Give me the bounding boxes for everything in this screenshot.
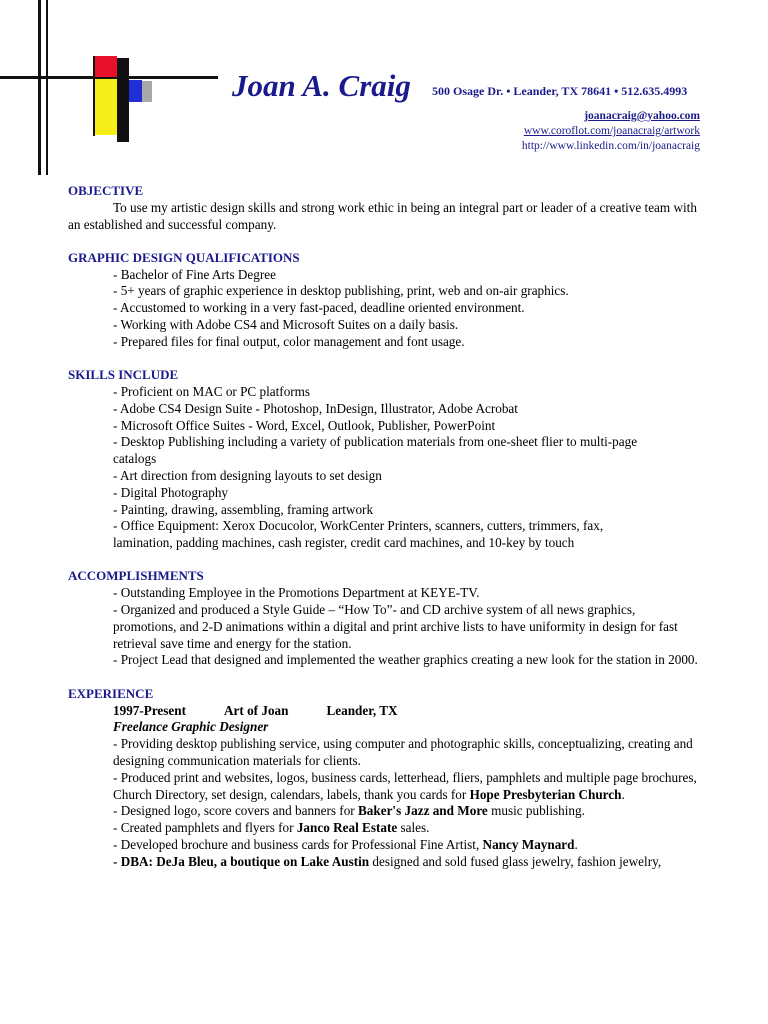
list-item: - Proficient on MAC or PC platforms — [113, 383, 311, 399]
list-item: - Desktop Publishing including a variety of publication materials from one-sheet flier to multi-page — [113, 434, 638, 450]
list-item: - Outstanding Employee in the Promotions Department at KEYE-TV. — [113, 585, 480, 601]
list-item: - Prepared files for final output, color management and font usage. — [113, 333, 465, 349]
linkedin-link[interactable]: http://www.linkedin.com/in/joanacraig — [521, 140, 700, 152]
section-heading: SKILLS INCLUDE — [68, 367, 179, 383]
section-heading: EXPERIENCE — [68, 685, 154, 701]
logo-line — [93, 56, 95, 136]
portfolio-link[interactable]: www.coroflot.com/joanacraig/artwork — [523, 125, 700, 137]
list-item-continued: catalogs — [113, 451, 157, 467]
qualifications-section — [68, 250, 700, 351]
objective-text: To use my artistic design skills and strong work ethic in being an integral part or leader of a creative team with an established and successful company. — [68, 199, 697, 232]
list-item: - Produced print and websites, logos, business cards, letterhead, fliers, pamphlets and multiple page brochures, Church Directory, set design, calendars, labels, thank you cards for Hope Presbyterian Church. — [113, 769, 697, 802]
list-item: - Painting, drawing, assembling, framing artwork — [113, 501, 374, 517]
list-item: - Digital Photography — [113, 484, 229, 500]
list-item: - Project Lead that designed and implemented the weather graphics creating a new look for the station in 2000. — [113, 652, 698, 668]
experience-section — [68, 686, 700, 871]
list-item: - Bachelor of Fine Arts Degree — [113, 266, 276, 282]
list-item — [68, 854, 700, 871]
list-item: - Developed brochure and business cards for Professional Fine Artist, Nancy Maynard. — [113, 836, 578, 852]
job-company: Art of Joan — [224, 702, 289, 718]
list-item: - Art direction from designing layouts to set design — [113, 467, 382, 483]
list-item: - 5+ years of graphic experience in desktop publishing, print, web and on-air graphics. — [113, 283, 569, 299]
logo-line — [38, 0, 41, 175]
list-item: - Accustomed to working in a very fast-paced, deadline oriented environment. — [113, 300, 525, 316]
skills-section — [68, 367, 700, 552]
section-heading: OBJECTIVE — [68, 183, 144, 198]
dba-label: - DBA: DeJa Bleu, a boutique on Lake Austin — [113, 853, 370, 869]
logo-blue-square — [129, 80, 142, 102]
list-item: - Microsoft Office Suites - Word, Excel, Outlook, Publisher, PowerPoint — [113, 417, 496, 433]
list-item: - Adobe CS4 Design Suite - Photoshop, InDesign, Illustrator, Adobe Acrobat — [113, 400, 518, 416]
email-link[interactable]: joanacraig@yahoo.com — [584, 110, 700, 122]
list-item: - Working with Adobe CS4 and Microsoft Suites on a daily basis. — [113, 317, 459, 333]
resume-name: Joan A. Craig — [232, 68, 411, 103]
job-location: Leander, TX — [326, 702, 398, 718]
job-header — [68, 703, 700, 720]
job-title: Freelance Graphic Designer — [113, 719, 269, 735]
address-line: 500 Osage Dr. • Leander, TX 78641 • 512.635.4993 — [432, 84, 688, 98]
list-item-continued: lamination, padding machines, cash register, credit card machines, and 10-key by touch — [113, 535, 575, 551]
objective-section — [68, 183, 700, 233]
logo-red-square — [95, 56, 117, 77]
job-dates: 1997-Present — [113, 702, 187, 718]
list-item: - Providing desktop publishing service, using computer and photographic skills, conceptualizing, creating and designing communication materials for clients. — [113, 736, 693, 768]
section-heading: ACCOMPLISHMENTS — [68, 568, 204, 584]
resume-body — [68, 183, 700, 887]
list-item: - Office Equipment: Xerox Docucolor, WorkCenter Printers, scanners, cutters, trimmers, fax, — [113, 518, 604, 534]
section-heading: GRAPHIC DESIGN QUALIFICATIONS — [68, 249, 300, 265]
dba-text: designed and sold fused glass jewelry, fashion jewelry, — [369, 853, 662, 869]
logo-line — [46, 0, 48, 175]
logo-black-bar — [117, 58, 129, 142]
list-item: - Created pamphlets and flyers for Janco Real Estate sales. — [113, 820, 430, 836]
accomplishments-section — [68, 568, 700, 669]
mondrian-logo — [0, 0, 220, 175]
list-item: - Organized and produced a Style Guide – “How To”- and CD archive system of all news graphics, promotions, and 2-D animations within a digital and print archive lists to have uniformity in design for fast retrieval save time and energy for the station. — [113, 602, 678, 651]
logo-gray-square — [142, 81, 152, 102]
list-item: - Designed logo, score covers and banners for Baker's Jazz and More music publishing. — [113, 803, 585, 819]
logo-yellow-square — [95, 79, 117, 135]
